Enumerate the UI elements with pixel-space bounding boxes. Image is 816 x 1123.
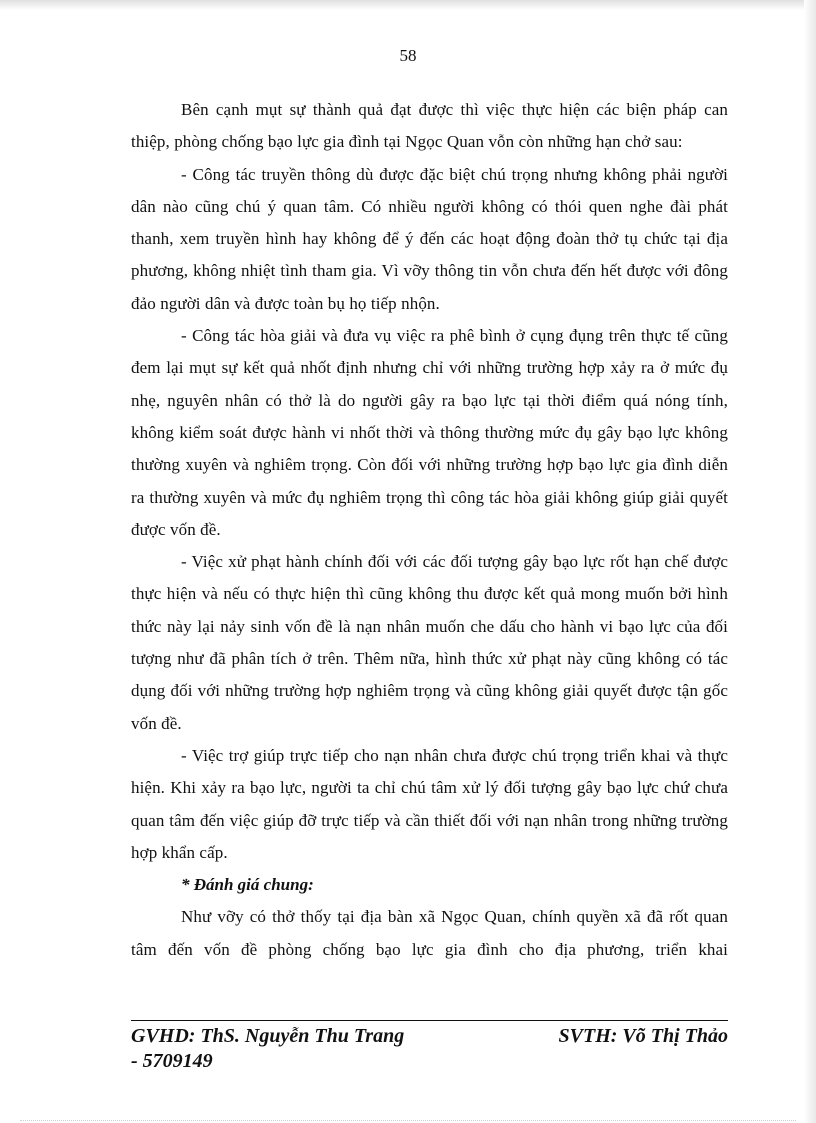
- paragraph-communication: - Công tác truyền thông dù được đặc biệt chú trọng nhưng không phải người dân nào cũng chú ý quan tâm. Có nhiều người không có thói quen nghe đài phát thanh, xem truyền hình hay không để ý đến các hoạt động đoàn thở tụ chức tại địa phương, không nhiệt tình tham gia. Vì vỡy thông tin vỗn chưa đến hết được với đông đảo người dân và được toàn bụ họ tiếp nhộn.: [131, 164, 728, 313]
- body-text: [131, 94, 728, 966]
- section-heading: * Đánh giá chung:: [181, 875, 314, 895]
- footer-student: SVTH: Võ Thị Thảo: [558, 1025, 728, 1047]
- paragraph-closing: Như vỡy có thở thốy tại địa bàn xã Ngọc Quan, chính quyền xã đã rốt quan tâm đến vốn đề phòng chống bạo lực gia đình cho địa phương, triển khai: [131, 907, 728, 959]
- footer-student-id: - 5709149: [131, 1050, 213, 1072]
- paragraph-victim-support: - Việc trợ giúp trực tiếp cho nạn nhân chưa được chú trọng triển khai và thực hiện. Khi xảy ra bạo lực, người ta chỉ chú tâm xử lý đối tượng gây bạo lực chứ chưa quan tâm đến việc giúp đỡ trực tiếp và cần thiết đối với nạn nhân trong những trường hợp khẩn cấp.: [131, 745, 728, 862]
- page-shadow-right: [804, 0, 816, 1123]
- footer-supervisor: GVHD: ThS. Nguyễn Thu Trang: [131, 1025, 405, 1047]
- page-bottom-edge: [20, 1120, 796, 1121]
- paragraph-penalty: - Việc xử phạt hành chính đối với các đối tượng gây bạo lực rốt hạn chế được thực hiện và nếu có thực hiện thì cũng không thu được kết quả mong muốn bởi hình thức này lại nảy sinh vốn đề là nạn nhân muốn che dấu cho hành vi bạo lực của đối tượng như đã phân tích ở trên. Thêm nữa, hình thức xử phạt này cũng không có tác dụng đối với những trường hợp nghiêm trọng và cũng không giải quyết được tận gốc vốn đề.: [131, 552, 728, 733]
- page-number: 58: [399, 46, 417, 65]
- paragraph-mediation: - Công tác hòa giải và đưa vụ việc ra phê bình ở cụng đụng trên thực tế cũng đem lại mụt sự kết quả nhốt định nhưng chỉ với những trường hợp xảy ra ở mức đụ nhẹ, nguyên nhân có thở là do người gây ra bạo lực tại thời điểm quá nóng tính, không kiểm soát được hành vi nhốt thời và thông thường mức đụ gây bạo lực không thường xuyên và nghiêm trọng. Còn đối với những trường hợp bạo lực gia đình diễn ra thường xuyên và mức đụ nghiêm trọng thì công tác hòa giải không giúp giải quyết được vốn đề.: [131, 326, 728, 539]
- footer-row: [131, 1024, 728, 1049]
- page-shadow-top: [0, 0, 816, 10]
- page-footer: [131, 1024, 728, 1074]
- paragraph-intro: Bên cạnh mụt sự thành quả đạt được thì việc thực hiện các biện pháp can thiệp, phòng chống bạo lực gia đình tại Ngọc Quan vỗn còn những hạn chở sau:: [131, 100, 728, 152]
- footer-divider: [131, 1020, 728, 1021]
